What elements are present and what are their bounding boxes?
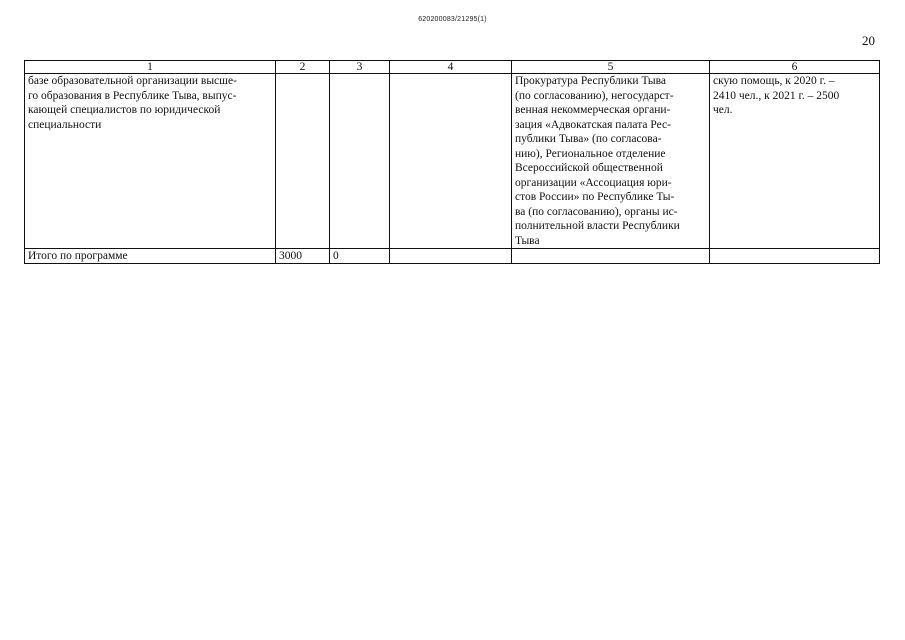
document-code: 620200083/21295(1) (418, 16, 487, 23)
column-header: 1 (25, 61, 276, 74)
table-row (25, 74, 880, 249)
table-cell (390, 249, 512, 264)
table-cell (512, 249, 710, 264)
table-cell (276, 74, 330, 249)
measure-description-cell: базе образовательной организации высше- го образования в Республике Тыва, выпус- кающей специалистов по юридической специальности (25, 74, 276, 249)
total-row (25, 249, 880, 264)
responsible-executors-cell: Прокуратура Республики Тыва (по согласованию), негосударст- венная некоммерческая органи- зация «Адвокатская палата Рес- публики Тыва» (по согласова- нию), Региональное отделение Всероссийской общественной организации «Ассоциация юри- стов России» по Республике Ты- ва (по согласованию), органы ис- полнительной власти Республики Тыва (512, 74, 710, 249)
program-table (24, 60, 880, 264)
expected-results-cell: скую помощь, к 2020 г. – 2410 чел., к 2021 г. – 2500 чел. (710, 74, 880, 249)
table-cell (330, 74, 390, 249)
total-value-col2: 3000 (276, 249, 330, 264)
header-row (25, 61, 880, 74)
column-header: 3 (330, 61, 390, 74)
column-header: 5 (512, 61, 710, 74)
total-label: Итого по программе (25, 249, 276, 264)
column-header: 6 (710, 61, 880, 74)
page-number: 20 (862, 33, 875, 48)
column-header: 2 (276, 61, 330, 74)
table-cell (710, 249, 880, 264)
total-value-col3: 0 (330, 249, 390, 264)
column-header: 4 (390, 61, 512, 74)
table-cell (390, 74, 512, 249)
